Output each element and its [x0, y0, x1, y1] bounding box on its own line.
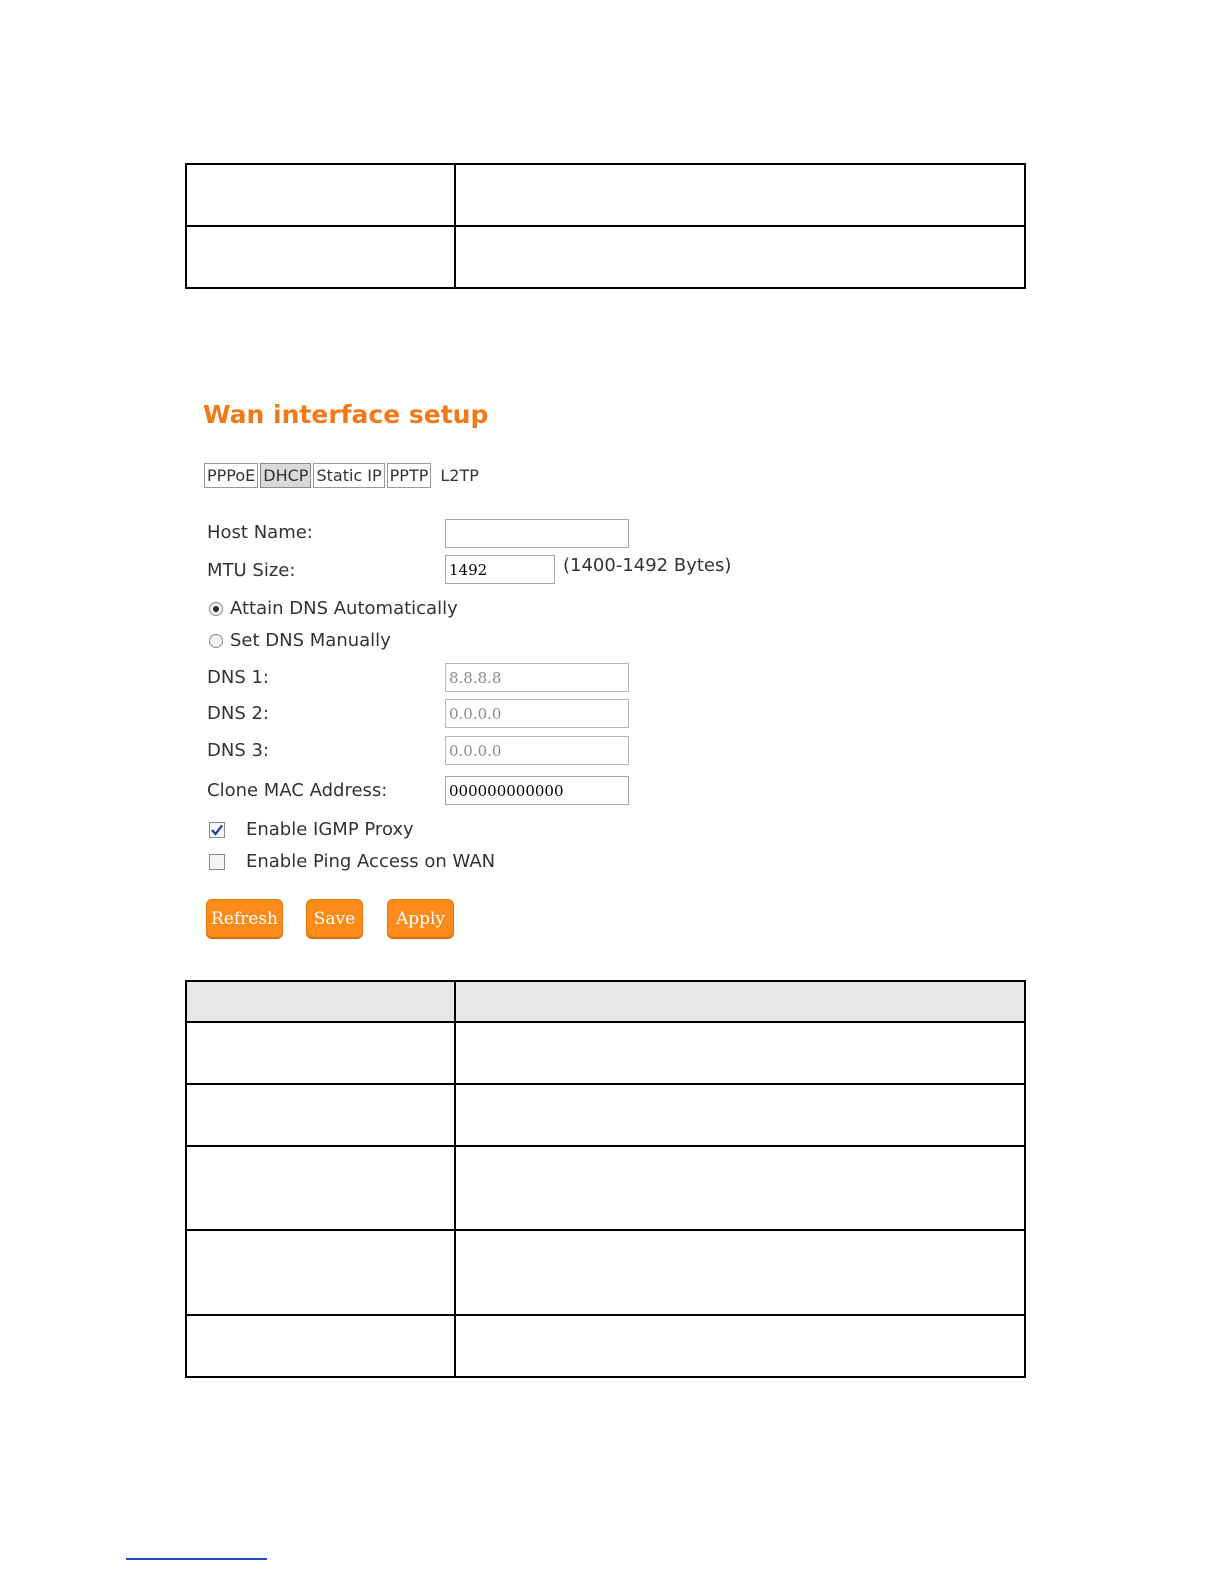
table-cell [455, 1084, 1025, 1146]
dns3-label: DNS 3: [207, 740, 269, 761]
tab-dhcp[interactable]: DHCP [260, 463, 311, 488]
tab-pppoe[interactable]: PPPoE [204, 463, 258, 488]
dns1-label: DNS 1: [207, 667, 269, 688]
apply-button[interactable]: Apply [387, 899, 454, 938]
set-dns-manually-option[interactable] [209, 630, 391, 651]
save-button[interactable]: Save [306, 899, 363, 938]
checkmark-icon [210, 823, 224, 837]
table-cell [186, 164, 455, 226]
table-cell [186, 1022, 455, 1084]
table-header-cell [186, 981, 455, 1022]
ping-wan-checkbox[interactable] [209, 854, 225, 870]
set-dns-manually-radio[interactable] [209, 634, 223, 648]
clone-mac-input[interactable] [445, 776, 629, 805]
table-cell [455, 226, 1025, 288]
igmp-proxy-option[interactable] [209, 819, 414, 840]
igmp-proxy-label: Enable IGMP Proxy [246, 819, 414, 840]
set-dns-manually-label: Set DNS Manually [230, 630, 391, 651]
table-cell [455, 1315, 1025, 1377]
attain-dns-option[interactable] [209, 598, 458, 619]
attain-dns-label: Attain DNS Automatically [230, 598, 458, 619]
ping-wan-label: Enable Ping Access on WAN [246, 851, 496, 872]
table-cell [186, 226, 455, 288]
ping-wan-option[interactable] [209, 851, 495, 872]
dns1-input[interactable] [445, 663, 629, 692]
dns3-input[interactable] [445, 736, 629, 765]
table-cell [455, 1146, 1025, 1230]
tab-l2tp[interactable]: L2TP [440, 466, 479, 485]
table-cell [455, 164, 1025, 226]
table-cell [186, 1084, 455, 1146]
page-title: Wan interface setup [203, 400, 489, 429]
mtu-size-input[interactable] [445, 555, 555, 584]
dns2-input[interactable] [445, 699, 629, 728]
clone-mac-label: Clone MAC Address: [207, 780, 388, 801]
description-table-top [185, 163, 1026, 289]
attain-dns-radio[interactable] [209, 602, 223, 616]
table-cell [186, 1315, 455, 1377]
mtu-size-label: MTU Size: [207, 560, 296, 581]
table-header-cell [455, 981, 1025, 1022]
host-name-input[interactable] [445, 519, 629, 548]
host-name-label: Host Name: [207, 522, 313, 543]
connection-type-tabs [204, 463, 484, 488]
table-cell [186, 1146, 455, 1230]
table-cell [455, 1022, 1025, 1084]
tab-pptp[interactable]: PPTP [387, 463, 432, 488]
footer-link-underline [126, 1558, 267, 1560]
igmp-proxy-checkbox[interactable] [209, 822, 225, 838]
refresh-button[interactable]: Refresh [206, 899, 283, 938]
mtu-size-hint: (1400-1492 Bytes) [563, 555, 732, 576]
dns2-label: DNS 2: [207, 703, 269, 724]
tab-static-ip[interactable]: Static IP [313, 463, 384, 488]
table-cell [455, 1230, 1025, 1315]
table-cell [186, 1230, 455, 1315]
description-table-bottom [185, 980, 1026, 1378]
